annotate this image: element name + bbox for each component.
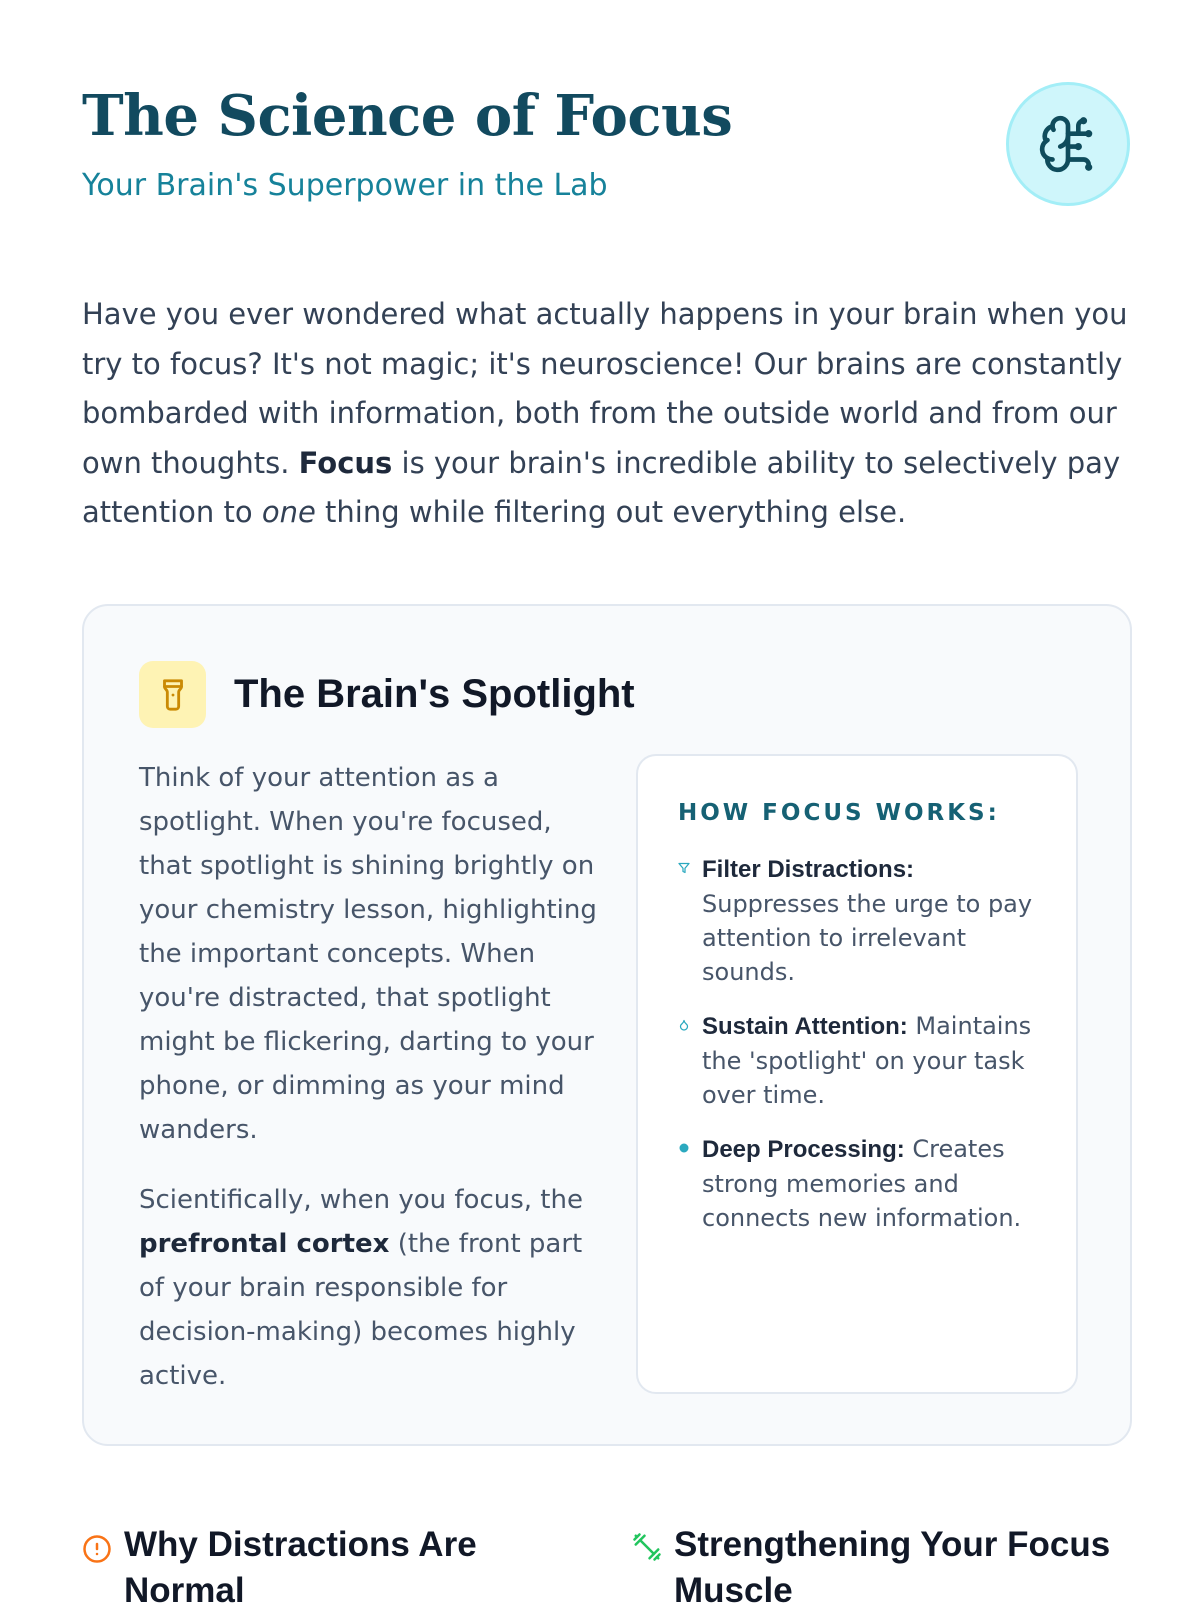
section-strengthening-heading bbox=[632, 1522, 1132, 1614]
intro-text: thing while filtering out everything else. bbox=[315, 495, 907, 529]
list-item bbox=[678, 1009, 1048, 1112]
list-item bbox=[678, 1132, 1048, 1235]
prefrontal-cortex-term: prefrontal cortex bbox=[139, 1229, 390, 1259]
spotlight-card bbox=[82, 604, 1132, 1446]
list-item-text: Maintains the 'spotlight' on your task over time. bbox=[702, 1012, 1032, 1109]
list-item bbox=[678, 852, 1048, 989]
how-focus-works-list bbox=[678, 852, 1048, 1255]
intro-text: is your brain's incredible ability to selectively pay attention to bbox=[82, 445, 1121, 529]
page-title: The Science of Focus bbox=[82, 83, 733, 149]
dot-icon bbox=[678, 1142, 690, 1154]
intro-italic-one: one bbox=[261, 495, 316, 529]
section-title: Why Distractions Are Normal bbox=[124, 1525, 477, 1610]
flashlight-icon bbox=[156, 678, 190, 712]
section-title: Strengthening Your Focus Muscle bbox=[674, 1525, 1111, 1610]
list-item-text: Suppresses the urge to pay attention to irrelevant sounds. bbox=[702, 890, 1033, 986]
intro-paragraph bbox=[82, 290, 1132, 538]
dumbbell-icon bbox=[632, 1532, 662, 1562]
spotlight-paragraph-1: Think of your attention as a spotlight. When you're focused, that spotlight is shining brightly on your chemistry lesson, highlighting the important concepts. When you're distracted, that spotlight might be flickering, darting to your phone, or dimming as your mind wanders. bbox=[139, 763, 597, 1145]
list-item-term: Deep Processing: bbox=[702, 1136, 905, 1163]
spotlight-icon-box bbox=[139, 661, 206, 728]
spotlight-title: The Brain's Spotlight bbox=[234, 672, 635, 716]
page-subtitle: Your Brain's Superpower in the Lab bbox=[82, 168, 608, 203]
spotlight-body bbox=[139, 756, 599, 1424]
how-focus-works-box bbox=[636, 754, 1078, 1394]
alert-circle-icon bbox=[82, 1534, 112, 1564]
section-distractions-heading bbox=[82, 1522, 502, 1614]
filter-icon bbox=[678, 862, 690, 874]
brain-icon bbox=[1037, 113, 1099, 175]
droplet-icon bbox=[678, 1019, 690, 1031]
list-item-term: Sustain Attention: bbox=[702, 1013, 908, 1040]
page-header bbox=[82, 80, 1132, 206]
list-item-text: Creates strong memories and connects new information. bbox=[702, 1135, 1022, 1232]
spotlight-paragraph-2 bbox=[139, 1178, 599, 1398]
brain-badge bbox=[1006, 82, 1130, 206]
list-item-term: Filter Distractions: bbox=[702, 856, 915, 883]
spotlight-text: Scientifically, when you focus, the bbox=[139, 1185, 583, 1215]
intro-text: Have you ever wondered what actually happens in your brain when you try to focus? It's not magic; it's neuroscience! Our brains are constantly bombarded with information, both from the outside world and from our own thoughts. bbox=[82, 297, 1128, 480]
spotlight-text: (the front part of your brain responsible for decision-making) becomes highly active. bbox=[139, 1229, 583, 1391]
how-focus-works-heading: HOW FOCUS WORKS: bbox=[678, 800, 1000, 826]
intro-bold-focus: Focus bbox=[298, 445, 393, 480]
